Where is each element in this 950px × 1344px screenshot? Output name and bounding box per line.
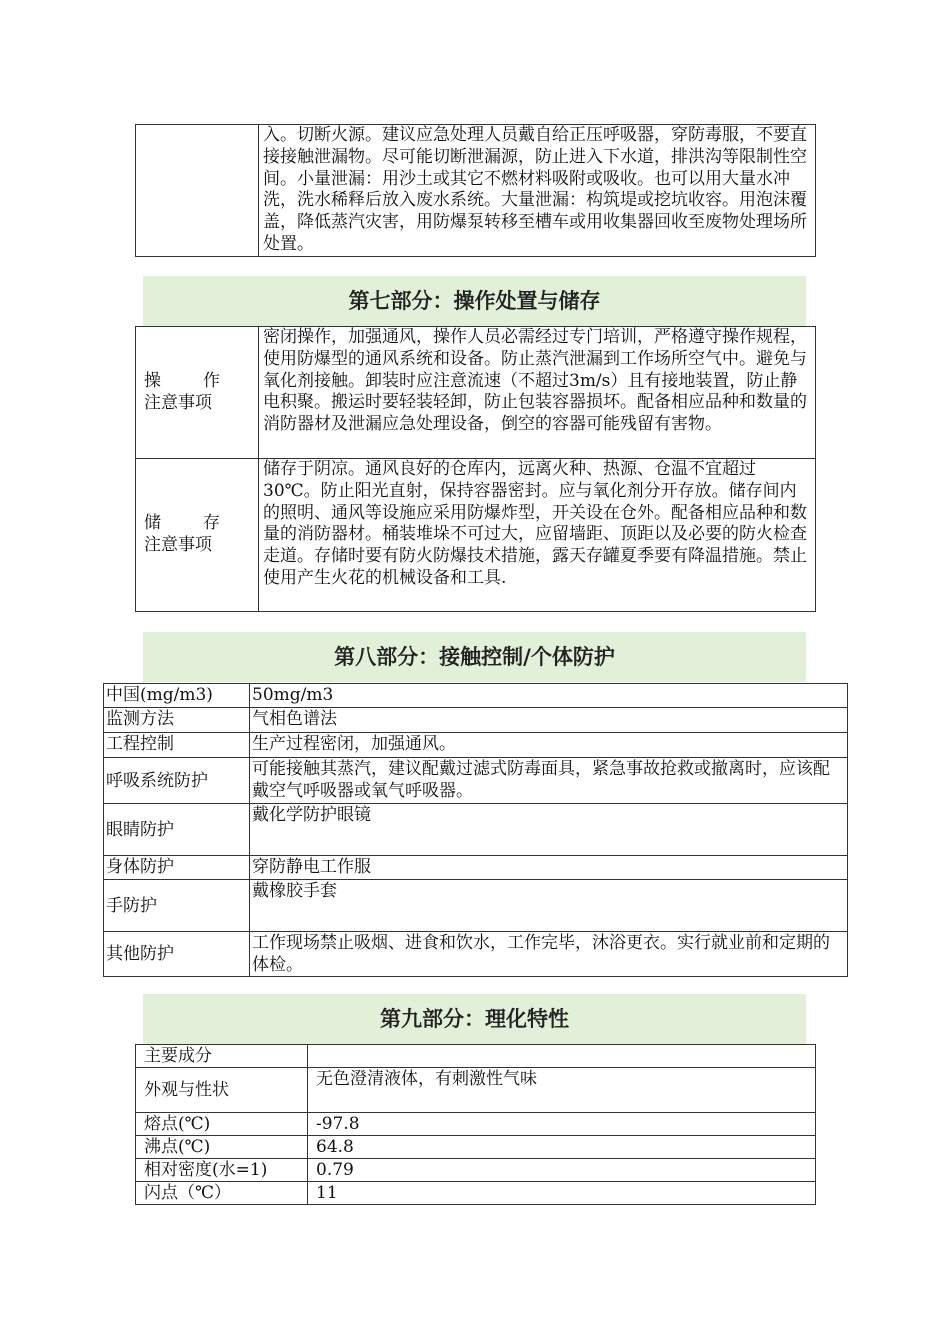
hand-value: 戴橡胶手套 [250, 880, 848, 932]
section8-heading: 第八部分：接触控制/个体防护 [143, 632, 806, 682]
spill-label-cell [136, 125, 259, 257]
body-label: 身体防护 [104, 856, 250, 880]
handling-label: 操 作 注意事项 [136, 327, 259, 459]
body-value: 穿防静电工作服 [250, 856, 848, 880]
monitoring-label: 监测方法 [104, 708, 250, 733]
boiling-point-label: 沸点(℃) [136, 1136, 308, 1159]
boiling-point-value: 64.8 [308, 1136, 816, 1159]
table-row [136, 1136, 816, 1159]
section8-table [103, 683, 848, 977]
other-label: 其他防护 [104, 932, 250, 977]
respiratory-value: 可能接触其蒸汽，建议配戴过滤式防毒面具，紧急事故抢救或撤离时，应该配戴空气呼吸器或氧气呼吸器。 [250, 758, 848, 804]
table-row [104, 804, 848, 856]
table-row [104, 932, 848, 977]
table-row [104, 733, 848, 758]
monitoring-value: 气相色谱法 [250, 708, 848, 733]
spill-continuation-table [135, 124, 816, 257]
section9-table [135, 1044, 816, 1205]
spill-text-cell: 入。切断火源。建议应急处理人员戴自给正压呼吸器，穿防毒服，不要直接接触泄漏物。尽可能切断泄漏源，防止进入下水道，排洪沟等限制性空间。小量泄漏：用沙土或其它不燃材料吸附或吸收。也可以用大量水冲洗，洗水稀释后放入废水系统。大量泄漏：构筑堤或挖坑收容。用泡沫覆盖，降低蒸汽灾害，用防爆泵转移至槽车或用收集器回收至废物处理场所处置。 [259, 125, 816, 257]
engineering-label: 工程控制 [104, 733, 250, 758]
appearance-label: 外观与性状 [136, 1068, 308, 1113]
melting-point-value: -97.8 [308, 1113, 816, 1136]
composition-value [308, 1045, 816, 1068]
respiratory-label: 呼吸系统防护 [104, 758, 250, 804]
table-row [136, 327, 816, 459]
table-row [136, 1045, 816, 1068]
handling-text: 密闭操作，加强通风，操作人员必需经过专门培训，严格遵守操作规程，使用防爆型的通风系统和设备。防止蒸汽泄漏到工作场所空气中。避免与氧化剂接触。卸装时应注意流速（不超过3m/s）且有接地装置，防止静电积聚。搬运时要轻装轻卸，防止包装容器损坏。配备相应品种和数量的消防器材及泄漏应急处理设备，倒空的容器可能残留有害物。 [259, 327, 816, 459]
engineering-value: 生产过程密闭，加强通风。 [250, 733, 848, 758]
composition-label: 主要成分 [136, 1045, 308, 1068]
section7-heading: 第七部分：操作处置与储存 [143, 276, 806, 326]
table-row [104, 684, 848, 708]
table-row [104, 880, 848, 932]
storage-label: 储 存 注意事项 [136, 459, 259, 612]
table-row [136, 1159, 816, 1182]
eye-value: 戴化学防护眼镜 [250, 804, 848, 856]
eye-label: 眼睛防护 [104, 804, 250, 856]
section9-heading: 第九部分：理化特性 [143, 994, 806, 1044]
exposure-limit-label: 中国(mg/m3) [104, 684, 250, 708]
section7-table [135, 326, 816, 612]
flash-point-label: 闪点（℃） [136, 1182, 308, 1205]
appearance-value: 无色澄清液体，有刺激性气味 [308, 1068, 816, 1113]
density-label: 相对密度(水=1) [136, 1159, 308, 1182]
melting-point-label: 熔点(℃) [136, 1113, 308, 1136]
table-row [136, 1113, 816, 1136]
hand-label: 手防护 [104, 880, 250, 932]
table-row [104, 758, 848, 804]
storage-text: 储存于阴凉。通风良好的仓库内，远离火种、热源、仓温不宜超过30℃。防止阳光直射，保持容器密封。应与氧化剂分开存放。储存间内的照明、通风等设施应采用防爆炸型，开关设在仓外。配备相应品种和数量的消防器材。桶装堆垛不可过大，应留墙距、顶距以及必要的防火检查走道。存储时要有防火防爆技术措施，露天存罐夏季要有降温措施。禁止使用产生火花的机械设备和工具. [259, 459, 816, 612]
table-row [104, 708, 848, 733]
density-value: 0.79 [308, 1159, 816, 1182]
exposure-limit-value: 50mg/m3 [250, 684, 848, 708]
table-row [136, 1068, 816, 1113]
table-row [136, 459, 816, 612]
flash-point-value: 11 [308, 1182, 816, 1205]
table-row [104, 856, 848, 880]
table-row [136, 1182, 816, 1205]
other-value: 工作现场禁止吸烟、进食和饮水，工作完毕，沐浴更衣。实行就业前和定期的体检。 [250, 932, 848, 977]
